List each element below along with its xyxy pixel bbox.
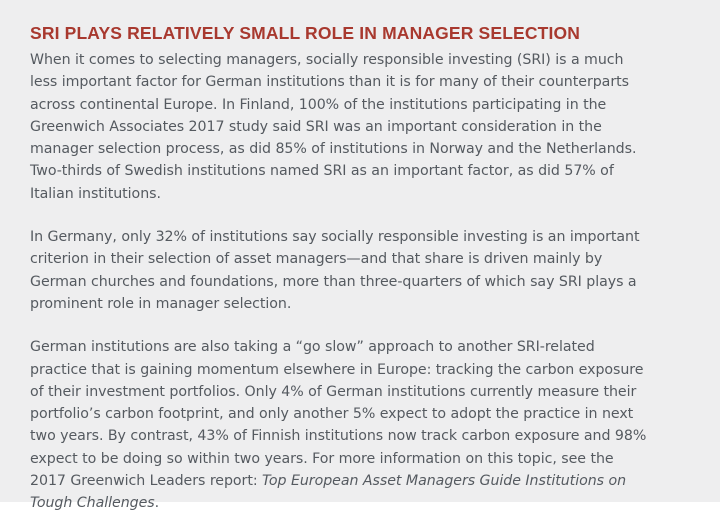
report-intro: 2017 Greenwich Leaders report: xyxy=(30,473,263,490)
text-line: expect to be doing so within two years. For more information on this topic, see the xyxy=(30,450,614,467)
text-line: criterion in their selection of asset managers—and that share is driven mainly by xyxy=(30,251,603,268)
text-line: In Germany, only 32% of institutions say socially responsible investing is an important xyxy=(30,229,640,246)
paragraph-3 xyxy=(30,336,700,514)
text-line: practice that is gaining momentum elsewhere in Europe: tracking the carbon exposure xyxy=(30,361,644,378)
report-title-part-1: Top European Asset Managers Guide Institutions on xyxy=(262,473,627,490)
text-line: prominent role in manager selection. xyxy=(30,295,292,312)
text-line: German churches and foundations, more than three-quarters of which say SRI plays a xyxy=(30,273,637,290)
text-line: Two-thirds of Swedish institutions named SRI as an important factor, as did 57% of xyxy=(30,163,614,180)
text-line: Greenwich Associates 2017 study said SRI was an important consideration in the xyxy=(30,118,602,135)
text-line: manager selection process, as did 85% of institutions in Norway and the Netherlands. xyxy=(30,141,637,158)
report-title-part-2: Tough Challenges xyxy=(30,495,155,512)
panel-heading: SRI PLAYS RELATIVELY SMALL ROLE IN MANAGER SELECTION xyxy=(30,23,581,43)
paragraph-2 xyxy=(30,226,700,315)
paragraph-1 xyxy=(30,49,700,205)
text-line: less important factor for German institutions than it is for many of their counterparts xyxy=(30,74,629,91)
text-line: of their investment portfolios. Only 4% of German institutions currently measure their xyxy=(30,383,637,400)
text-line: across continental Europe. In Finland, 100% of the institutions participating in the xyxy=(30,96,607,113)
report-end-punct: . xyxy=(154,495,160,512)
text-line: When it comes to selecting managers, socially responsible investing (SRI) is a much xyxy=(30,52,624,68)
text-line: portfolio’s carbon footprint, and only another 5% expect to adopt the practice in next xyxy=(30,406,634,423)
text-line: German institutions are also taking a “go slow” approach to another SRI-related xyxy=(30,339,595,356)
text-line: Italian institutions. xyxy=(30,185,161,202)
text-line xyxy=(30,470,700,492)
text-line: two years. By contrast, 43% of Finnish institutions now track carbon exposure and 98% xyxy=(30,428,647,445)
text-line xyxy=(30,492,700,514)
